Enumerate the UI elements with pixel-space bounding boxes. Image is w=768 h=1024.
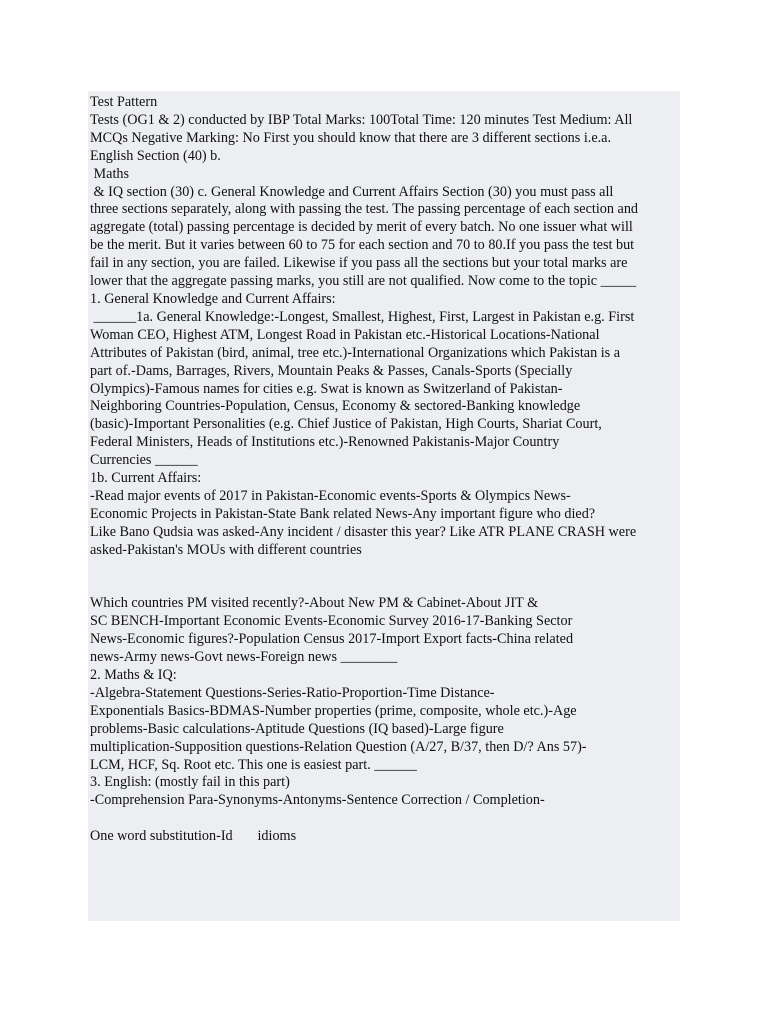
document-body xyxy=(90,94,678,846)
text-line-2: Tests (OG1 & 2) conducted by IBP Total Marks: 100Total Time: 120 minutes Test Medium: All xyxy=(90,111,633,128)
text-line-38: LCM, HCF, Sq. Root etc. This one is easiest part. ______ xyxy=(90,756,417,773)
text-line-21: Currencies ______ xyxy=(90,452,198,469)
text-line-35: Exponentials Basics-BDMAS-Number properties (prime, composite, whole etc.)-Age xyxy=(90,702,577,719)
text-line-4: English Section (40) b. xyxy=(90,147,221,164)
text-line-14: Woman CEO, Highest ATM, Longest Road in Pakistan etc.-Historical Locations-National xyxy=(90,326,600,343)
text-line-9: be the merit. But it varies between 60 to 75 for each section and 70 to 80.If you pass the test but xyxy=(90,237,635,254)
text-line-7: three sections separately, along with passing the test. The passing percentage of each section and xyxy=(90,201,639,218)
blank-line xyxy=(90,810,678,828)
text-line-1: Test Pattern xyxy=(90,94,158,110)
blank-line xyxy=(90,577,678,595)
text-line-6: & IQ section (30) c. General Knowledge and Current Affairs Section (30) you must pass all xyxy=(90,183,614,200)
text-line-24: Economic Projects in Pakistan-State Bank related News-Any important figure who died? xyxy=(90,505,596,522)
text-line-37: multiplication-Supposition questions-Relation Question (A/27, B/37, then D/? Ans 57)- xyxy=(90,738,587,755)
text-line-42: One word substitution-Id idioms xyxy=(90,828,297,845)
text-line-11: lower that the aggregate passing marks, you still are not qualified. Now come to the topic _____ xyxy=(90,273,637,290)
text-line-19: (basic)-Important Personalities (e.g. Chief Justice of Pakistan, High Courts, Shariat Court, xyxy=(90,416,602,433)
text-line-16: part of.-Dams, Barrages, Rivers, Mountain Peaks & Passes, Canals-Sports (Specially xyxy=(90,362,573,379)
text-line-26: asked-Pakistan's MOUs with different countries xyxy=(90,541,362,558)
text-line-29: Which countries PM visited recently?-About New PM & Cabinet-About JIT & xyxy=(90,595,539,612)
text-line-36: problems-Basic calculations-Aptitude Questions (IQ based)-Large figure xyxy=(90,720,504,737)
text-line-22: 1b. Current Affairs: xyxy=(90,470,202,487)
text-line-25: Like Bano Qudsia was asked-Any incident / disaster this year? Like ATR PLANE CRASH were xyxy=(90,523,637,540)
text-line-30: SC BENCH-Important Economic Events-Economic Survey 2016-17-Banking Sector xyxy=(90,613,573,630)
blank-line xyxy=(90,560,678,578)
text-line-32: news-Army news-Govt news-Foreign news ________ xyxy=(90,649,398,666)
text-line-23: -Read major events of 2017 in Pakistan-Economic events-Sports & Olympics News- xyxy=(90,487,571,504)
text-line-18: Neighboring Countries-Population, Census, Economy & sectored-Banking knowledge xyxy=(90,398,581,415)
document-page xyxy=(88,91,680,921)
text-line-33: 2. Maths & IQ: xyxy=(90,666,177,683)
text-line-12: 1. General Knowledge and Current Affairs: xyxy=(90,290,336,307)
text-line-17: Olympics)-Famous names for cities e.g. Swat is known as Switzerland of Pakistan- xyxy=(90,380,563,397)
text-line-39: 3. English: (mostly fail in this part) xyxy=(90,774,290,791)
text-line-8: aggregate (total) passing percentage is decided by merit of every batch. No one issuer what will xyxy=(90,219,633,236)
text-line-20: Federal Ministers, Heads of Institutions etc.)-Renowned Pakistanis-Major Country xyxy=(90,434,560,451)
text-line-13: ______1a. General Knowledge:-Longest, Smallest, Highest, First, Largest in Pakistan e.g. First xyxy=(90,308,635,325)
text-line-5: Maths xyxy=(90,165,130,182)
text-line-40: -Comprehension Para-Synonyms-Antonyms-Sentence Correction / Completion- xyxy=(90,792,545,809)
text-line-34: -Algebra-Statement Questions-Series-Ratio-Proportion-Time Distance- xyxy=(90,684,495,701)
text-line-31: News-Economic figures?-Population Census 2017-Import Export facts-China related xyxy=(90,631,574,648)
text-line-15: Attributes of Pakistan (bird, animal, tree etc.)-International Organizations which Pakistan is a xyxy=(90,344,621,361)
text-line-10: fail in any section, you are failed. Likewise if you pass all the sections but your total marks are xyxy=(90,255,628,272)
text-line-3: MCQs Negative Marking: No First you should know that there are 3 different sections i.e.a. xyxy=(90,129,612,146)
